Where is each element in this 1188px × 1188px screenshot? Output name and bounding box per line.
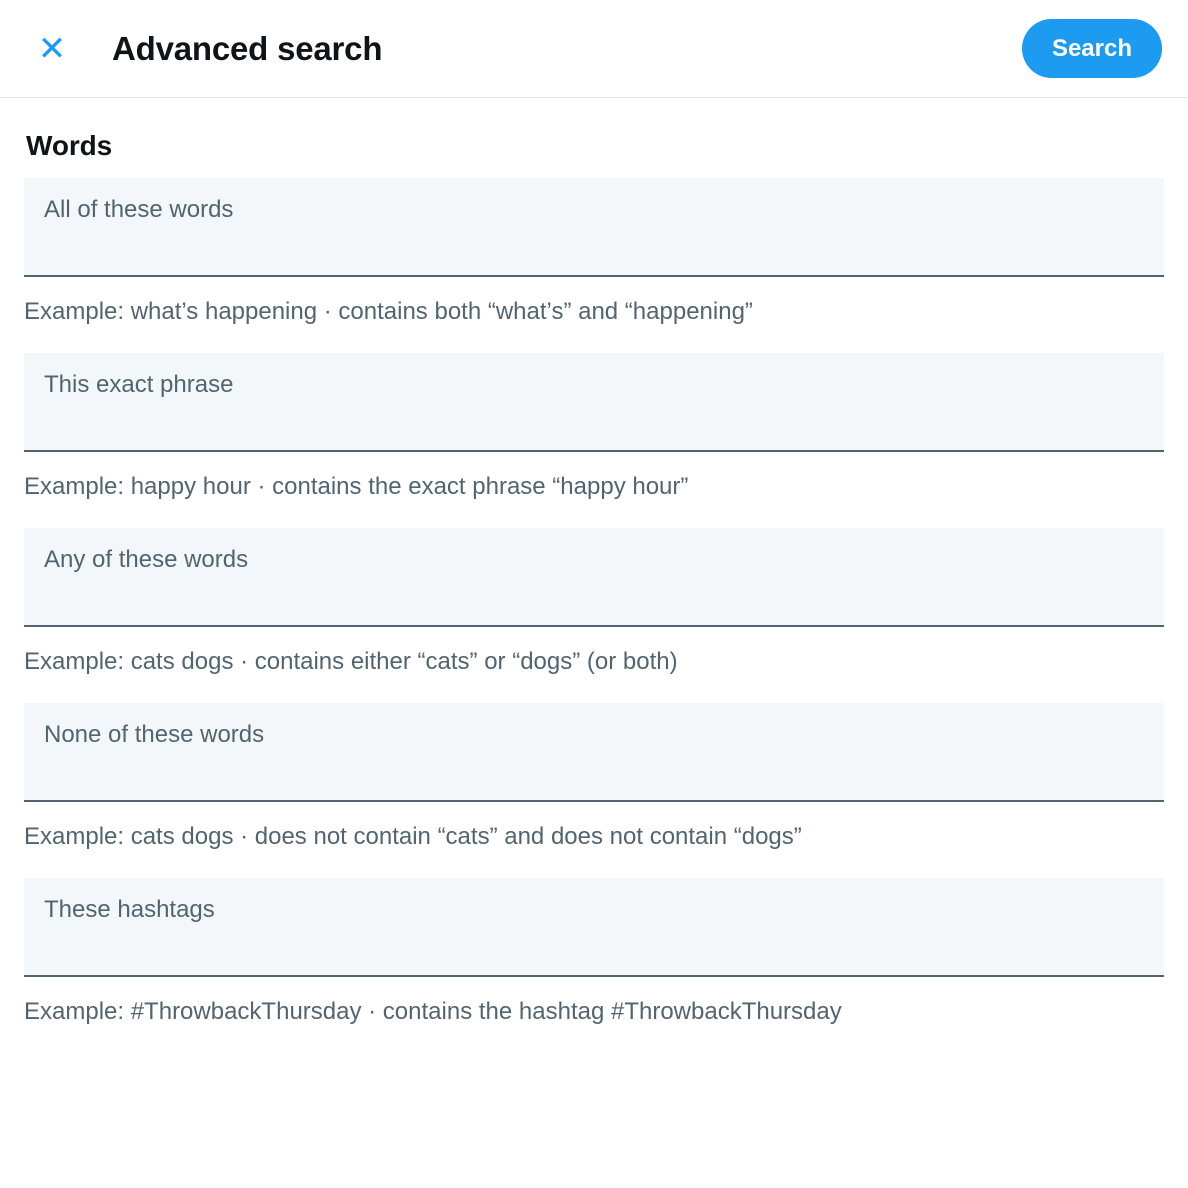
field-label: None of these words [44,721,265,748]
section-title-words: Words [26,130,113,161]
field-box-these-hashtags[interactable] [24,878,1164,977]
field-group-this-exact-phrase [0,353,1188,528]
field-box-none-of-these-words[interactable] [24,703,1164,802]
field-hint: Example: happy hour · contains the exact phrase “happy hour” [24,473,689,500]
close-icon: ✕ [37,29,67,68]
dialog-header [0,0,1188,98]
field-label: This exact phrase [44,371,234,398]
search-fields-list [0,178,1188,1053]
page-title: Advanced search [112,29,383,67]
field-group-these-hashtags [0,878,1188,1053]
field-box-this-exact-phrase[interactable] [24,353,1164,452]
input-this-exact-phrase[interactable] [44,404,1144,438]
field-group-all-of-these-words [0,178,1188,353]
field-label: These hashtags [44,896,215,923]
close-button[interactable] [30,27,74,71]
field-label: Any of these words [44,546,249,573]
input-all-of-these-words[interactable] [44,229,1144,263]
field-group-any-of-these-words [0,528,1188,703]
input-these-hashtags[interactable] [44,929,1144,963]
search-button[interactable]: Search [1022,19,1162,78]
field-group-none-of-these-words [0,703,1188,878]
field-box-any-of-these-words[interactable] [24,528,1164,627]
field-hint: Example: cats dogs · contains either “cats” or “dogs” (or both) [24,648,678,675]
field-hint: Example: #ThrowbackThursday · contains the hashtag #ThrowbackThursday [24,998,842,1025]
field-hint: Example: what’s happening · contains both “what’s” and “happening” [24,298,753,325]
input-none-of-these-words[interactable] [44,754,1144,788]
input-any-of-these-words[interactable] [44,579,1144,613]
field-hint: Example: cats dogs · does not contain “cats” and does not contain “dogs” [24,823,802,850]
field-label: All of these words [44,196,234,223]
field-box-all-of-these-words[interactable] [24,178,1164,277]
